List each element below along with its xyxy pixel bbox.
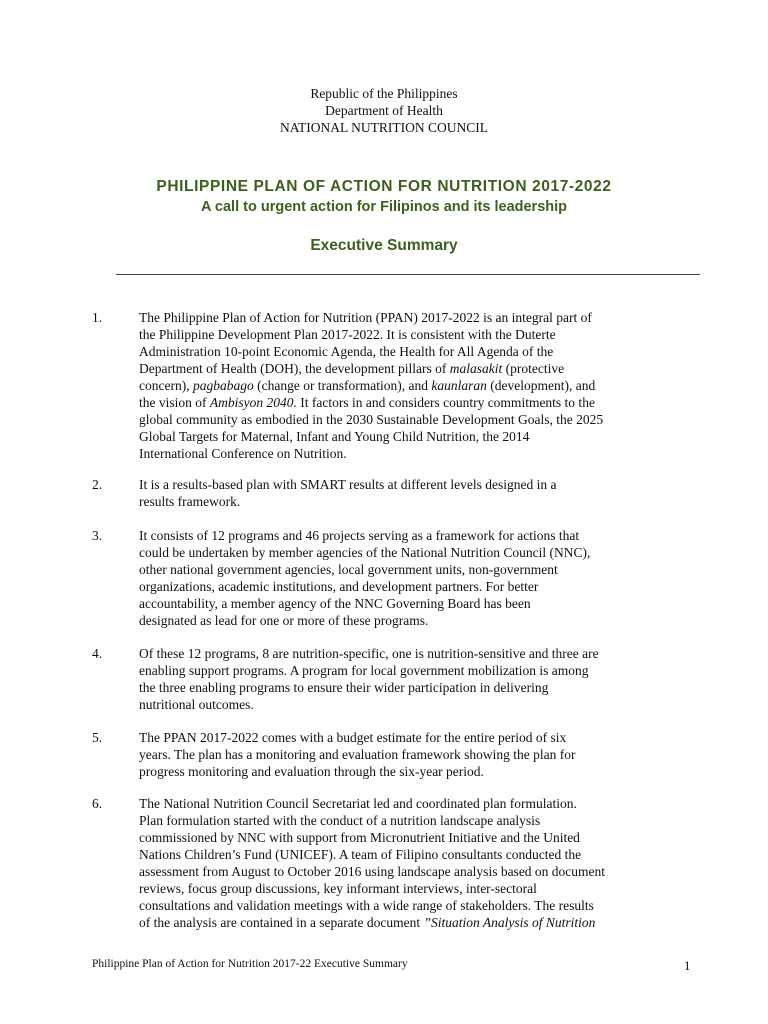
text-line (139, 360, 692, 377)
text-run: of the analysis are contained in a separate document (139, 915, 421, 930)
item-number: 1. (92, 310, 103, 325)
text-line: results framework. (139, 494, 241, 509)
item-text (139, 729, 692, 780)
text-line: Administration 10-point Economic Agenda, the Health for All Agenda of the (139, 344, 554, 359)
page-footer: Philippine Plan of Action for Nutrition 2017-22 Executive Summary (92, 958, 408, 970)
italic-title: ”Situation Analysis of Nutrition (420, 915, 596, 930)
item-number: 2. (92, 477, 103, 492)
text-line: commissioned by NNC with support from Micronutrient Initiative and the United (139, 830, 580, 845)
text-line: It is a results-based plan with SMART results at different levels designed in a (139, 477, 557, 492)
text-line: enabling support programs. A program for local government mobilization is among (139, 663, 589, 678)
text-line: global community as embodied in the 2030 Sustainable Development Goals, the 2025 (139, 412, 604, 427)
heading-divider (116, 274, 700, 275)
italic-term: malasakit (449, 361, 503, 376)
document-subtitle: A call to urgent action for Filipinos and its leadership (200, 199, 568, 215)
italic-term: pagbabago (192, 378, 254, 393)
text-line: years. The plan has a monitoring and evaluation framework showing the plan for (139, 747, 576, 762)
text-line: organizations, academic institutions, and development partners. For better (139, 579, 539, 594)
text-line: designated as lead for one or more of these programs. (139, 613, 429, 628)
text-run: concern), (139, 378, 190, 393)
text-line: nutritional outcomes. (139, 697, 254, 712)
text-line (139, 394, 692, 411)
item-number: 4. (92, 646, 103, 661)
text-run: (change or transformation), and (253, 378, 432, 393)
text-line: the Philippine Development Plan 2017-2022. It is consistent with the Duterte (139, 327, 556, 342)
text-line: assessment from August to October 2016 using landscape analysis based on document (139, 864, 606, 879)
item-number: 5. (92, 730, 103, 745)
item-text (139, 645, 692, 713)
text-line: other national government agencies, local government units, non-government (139, 562, 558, 577)
text-run: the vision of (139, 395, 207, 410)
section-heading: Executive Summary (310, 237, 458, 254)
text-line: Plan formulation started with the conduct of a nutrition landscape analysis (139, 813, 541, 828)
header-republic: Republic of the Philippines (310, 86, 458, 101)
item-number: 3. (92, 528, 103, 543)
italic-term: Ambisyon 2040. (209, 395, 297, 410)
text-run: Department of Health (DOH), the development pillars of (139, 361, 447, 376)
text-line: reviews, focus group discussions, key informant interviews, inter-sectoral (139, 881, 537, 896)
text-line (139, 914, 692, 931)
text-line: Global Targets for Maternal, Infant and Young Child Nutrition, the 2014 (139, 429, 530, 444)
text-line: The PPAN 2017-2022 comes with a budget estimate for the entire period of six (139, 730, 567, 745)
item-text (139, 527, 692, 629)
text-run: (protective (502, 361, 565, 376)
item-text (139, 309, 692, 462)
page-number: 1 (684, 958, 691, 973)
text-line: consultations and validation meetings with a wide range of stakeholders. The results (139, 898, 594, 913)
text-line: the three enabling programs to ensure their wider participation in delivering (139, 680, 549, 695)
text-line: progress monitoring and evaluation through the six-year period. (139, 764, 484, 779)
text-line (139, 377, 692, 394)
header-department: Department of Health (325, 103, 443, 118)
text-run: (development), and (486, 378, 596, 393)
text-line: could be undertaken by member agencies of the National Nutrition Council (NNC), (139, 545, 591, 560)
document-title: PHILIPPINE PLAN OF ACTION FOR NUTRITION 2017-2022 (156, 178, 612, 195)
text-line: Of these 12 programs, 8 are nutrition-specific, one is nutrition-sensitive and three are (139, 646, 599, 661)
item-text (139, 795, 692, 931)
text-line: It consists of 12 programs and 46 projects serving as a framework for actions that (139, 528, 580, 543)
item-number: 6. (92, 796, 103, 811)
text-line: The National Nutrition Council Secretariat led and coordinated plan formulation. (139, 796, 577, 811)
text-line: accountability, a member agency of the NNC Governing Board has been (139, 596, 531, 611)
header-council: NATIONAL NUTRITION COUNCIL (280, 120, 488, 135)
item-text (139, 476, 692, 510)
text-run: It factors in and considers country commitments to the (296, 395, 595, 410)
italic-term: kaunlaran (431, 378, 487, 393)
text-line: International Conference on Nutrition. (139, 446, 347, 461)
text-line: The Philippine Plan of Action for Nutrition (PPAN) 2017-2022 is an integral part of (139, 310, 592, 325)
text-line: Nations Children’s Fund (UNICEF). A team of Filipino consultants conducted the (139, 847, 582, 862)
